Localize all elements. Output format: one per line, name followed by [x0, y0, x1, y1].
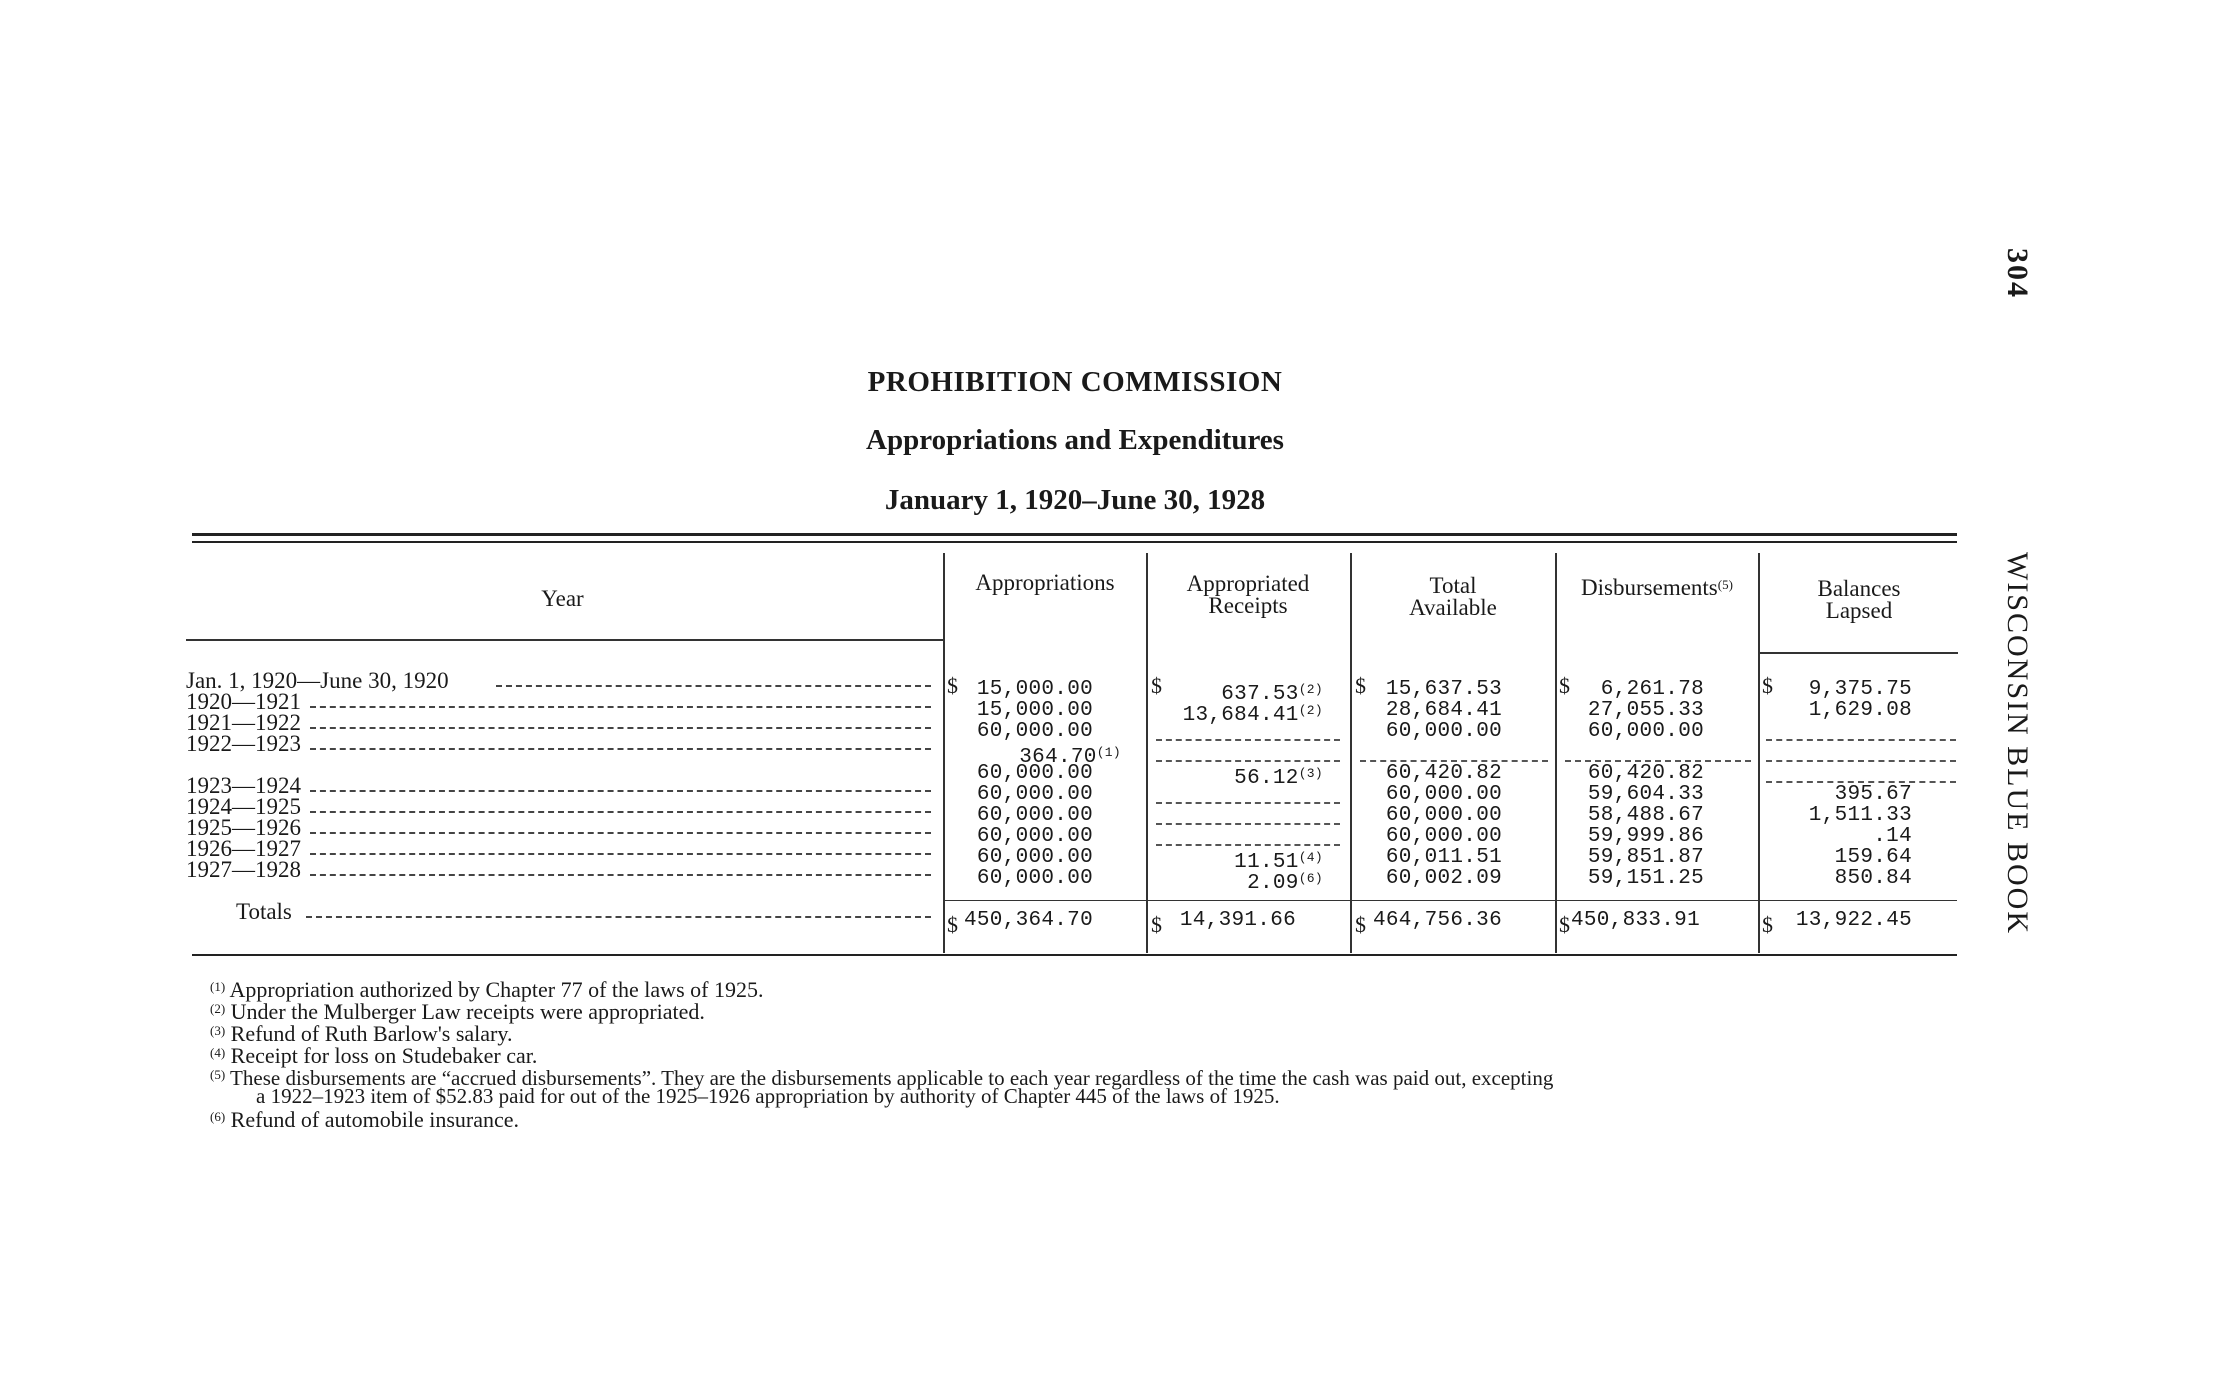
- cell-total: 28,684.41: [1385, 699, 1502, 722]
- year-label: Jan. 1, 1920—June 30, 1920: [186, 670, 449, 692]
- table-row: [186, 712, 931, 734]
- totals-label: Totals: [236, 901, 292, 923]
- currency-sign: $: [1762, 912, 1773, 937]
- currency-sign: $: [1559, 673, 1570, 698]
- cell-receipts: [1183, 700, 1323, 727]
- cell-note: (6): [1298, 871, 1323, 886]
- footnote-text: Under the Mulberger Law receipts were appropriated.: [230, 999, 705, 1024]
- cell-disbursements: 58,488.67: [1587, 804, 1704, 827]
- footnote-text: Refund of Ruth Barlow's salary.: [230, 1021, 513, 1046]
- header-disbursements-label: Disbursements: [1581, 575, 1718, 600]
- cell-receipts-value: 56.12: [1234, 767, 1299, 790]
- currency-sign: $: [947, 673, 958, 698]
- total-disbursements: 450,833.91: [1570, 909, 1700, 932]
- cell-balances: 1,511.33: [1808, 804, 1912, 827]
- table-row: [186, 817, 931, 839]
- cell-total: 60,002.09: [1385, 867, 1502, 890]
- header-appropriated-receipts-line1: Appropriated: [1186, 571, 1310, 596]
- cell-note: (4): [1298, 850, 1323, 865]
- header-total-available-line1: Total: [1429, 573, 1477, 598]
- year-label: 1927—1928: [186, 859, 301, 881]
- cell-disbursements: 6,261.78: [1600, 678, 1704, 701]
- footnote-text: a 1922–1923 item of $52.83 paid for out of the 1925–1926 appropriation by authority of Chapter 445 of the laws of 1925.: [256, 1084, 1280, 1108]
- column-divider: [943, 553, 945, 953]
- empty-cell-dash: [1156, 823, 1340, 825]
- cell-appropriations: 60,000.00: [976, 762, 1093, 785]
- totals-rule: [945, 900, 1957, 901]
- cell-receipts: [1247, 868, 1323, 895]
- table-row: [186, 796, 931, 818]
- footnote-mark: (4): [210, 1045, 226, 1060]
- table-row: [186, 691, 931, 713]
- header-rule: [1758, 652, 1958, 654]
- footnote-mark: (3): [210, 1023, 226, 1038]
- cell-balances: .14: [1873, 825, 1912, 848]
- empty-cell-dash: [1156, 844, 1340, 846]
- header-balances-lapsed-line1: Balances: [1817, 576, 1901, 601]
- header-disbursements: [1557, 574, 1757, 599]
- year-label: 1922—1923: [186, 733, 301, 755]
- empty-cell-dash: [1156, 802, 1340, 804]
- cell-balances: 395.67: [1834, 783, 1912, 806]
- table-top-rule-2: [192, 541, 1957, 543]
- header-appropriated-receipts: [1148, 573, 1348, 617]
- cell-total: 60,011.51: [1385, 846, 1502, 869]
- header-total-available-line2: Available: [1409, 595, 1497, 620]
- footnote-text: Appropriation authorized by Chapter 77 of the laws of 1925.: [229, 977, 764, 1002]
- empty-cell-dash: [1156, 739, 1340, 741]
- footnote: [256, 1085, 1280, 1107]
- cell-disbursements: 60,000.00: [1587, 720, 1704, 743]
- cell-receipts-value: 11.51: [1234, 851, 1299, 874]
- cell-total: 60,000.00: [1385, 720, 1502, 743]
- cell-appropriations: 60,000.00: [976, 825, 1093, 848]
- currency-sign: $: [1355, 673, 1366, 698]
- cell-note: (2): [1298, 703, 1323, 718]
- cell-receipts-value: 13,684.41: [1182, 704, 1299, 727]
- table-row: [186, 859, 931, 881]
- table-row: [186, 733, 931, 755]
- cell-total: 60,000.00: [1385, 825, 1502, 848]
- header-total-available: [1352, 575, 1554, 619]
- currency-sign: $: [1559, 912, 1570, 937]
- empty-cell-dash: [1766, 760, 1956, 762]
- page-period: January 1, 1920–June 30, 1928: [884, 484, 1266, 516]
- cell-appropriations: 60,000.00: [976, 720, 1093, 743]
- footnote-mark: (1): [210, 979, 226, 994]
- cell-balances: 850.84: [1834, 867, 1912, 890]
- empty-cell-dash: [1156, 760, 1340, 762]
- page-title: PROHIBITION COMMISSION: [867, 366, 1283, 398]
- year-label: 1921—1922: [186, 712, 301, 734]
- header-appropriations: Appropriations: [975, 570, 1115, 595]
- cell-total: 60,000.00: [1385, 804, 1502, 827]
- cell-note: (1): [1096, 745, 1121, 760]
- cell-appropriations: 60,000.00: [976, 783, 1093, 806]
- cell-appropriations-value: 364.70: [1019, 746, 1097, 769]
- cell-disbursements: 59,151.25: [1587, 867, 1704, 890]
- total-balances: 13,922.45: [1795, 909, 1912, 932]
- total-appropriations: 450,364.70: [963, 909, 1093, 932]
- currency-sign: $: [947, 912, 958, 937]
- table-row: [186, 838, 931, 860]
- currency-sign: $: [1151, 673, 1162, 698]
- currency-sign: $: [1355, 912, 1366, 937]
- cell-balances: 1,629.08: [1808, 699, 1912, 722]
- cell-appropriations: 60,000.00: [976, 846, 1093, 869]
- year-label: 1925—1926: [186, 817, 301, 839]
- cell-balances: 9,375.75: [1808, 678, 1912, 701]
- page-number: 304: [2001, 248, 2034, 299]
- cell-appropriations: 15,000.00: [976, 699, 1093, 722]
- table-row: [186, 670, 931, 692]
- cell-appropriations: 15,000.00: [976, 678, 1093, 701]
- header-year: Year: [541, 586, 584, 611]
- table-top-rule: [192, 533, 1957, 536]
- cell-receipts-value: 637.53: [1221, 683, 1299, 706]
- year-label: 1924—1925: [186, 796, 301, 818]
- year-label: 1920—1921: [186, 691, 301, 713]
- currency-sign: $: [1762, 673, 1773, 698]
- header-rule: [186, 639, 943, 641]
- cell-disbursements: 59,604.33: [1587, 783, 1704, 806]
- currency-sign: $: [1151, 912, 1162, 937]
- header-balances-lapsed-line2: Lapsed: [1825, 598, 1893, 623]
- year-label: 1926—1927: [186, 838, 301, 860]
- table-bottom-rule: [192, 954, 1957, 956]
- cell-note: (3): [1298, 766, 1323, 781]
- total-receipts: 14,391.66: [1179, 909, 1296, 932]
- empty-cell-dash: [1766, 739, 1956, 741]
- cell-note: (2): [1298, 682, 1323, 697]
- page-subtitle: Appropriations and Expenditures: [866, 424, 1284, 456]
- cell-total: 60,420.82: [1385, 762, 1502, 785]
- cell-disbursements: 59,851.87: [1587, 846, 1704, 869]
- header-disbursements-note: (5): [1717, 577, 1733, 592]
- totals-row: [186, 901, 931, 923]
- cell-receipts-value: 2.09: [1247, 872, 1299, 895]
- footnote-text: Refund of automobile insurance.: [230, 1107, 520, 1132]
- running-head: WISCONSIN BLUE BOOK: [2001, 552, 2034, 935]
- cell-disbursements: 27,055.33: [1587, 699, 1704, 722]
- cell-appropriations: 60,000.00: [976, 867, 1093, 890]
- table-row: [186, 775, 931, 797]
- cell-total: 15,637.53: [1385, 678, 1502, 701]
- cell-appropriations: 60,000.00: [976, 804, 1093, 827]
- footnote-mark: (6): [210, 1109, 226, 1124]
- header-appropriated-receipts-line2: Receipts: [1208, 593, 1288, 618]
- column-divider: [1555, 553, 1557, 953]
- header-balances-lapsed: [1760, 578, 1958, 622]
- cell-disbursements: 60,420.82: [1587, 762, 1704, 785]
- cell-disbursements: 59,999.86: [1587, 825, 1704, 848]
- total-available: 464,756.36: [1372, 909, 1502, 932]
- footnote-mark: (2): [210, 1001, 226, 1016]
- footnote-mark: (5): [210, 1067, 226, 1082]
- footnote-text: These disbursements are “accrued disbursements”. They are the disbursements applicable to each year regardless of the time the cash was paid out, excepting: [230, 1066, 1554, 1090]
- cell-receipts: [1234, 763, 1323, 790]
- cell-total: 60,000.00: [1385, 783, 1502, 806]
- cell-balances: 159.64: [1834, 846, 1912, 869]
- footnote-text: Receipt for loss on Studebaker car.: [230, 1043, 538, 1068]
- year-label: 1923—1924: [186, 775, 301, 797]
- footnote: [210, 1106, 519, 1131]
